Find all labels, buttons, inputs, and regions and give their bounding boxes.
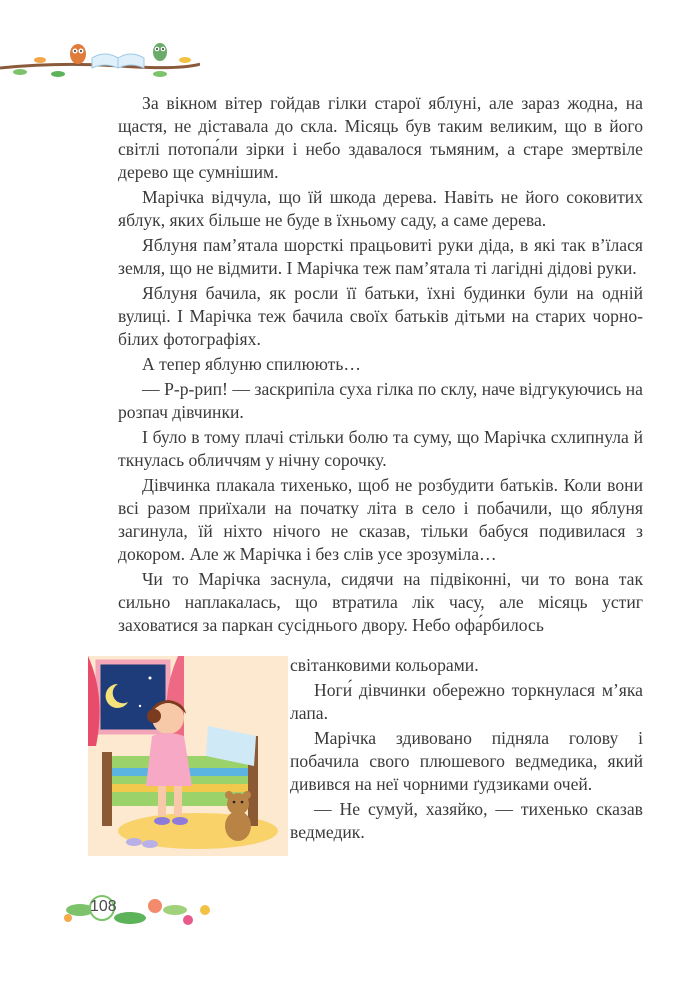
paragraph: Марічка здивовано підняла голову і побачила свого плюшевого ведмедика, який дивився на неї чорними ґудзиками очей. — [290, 728, 643, 794]
story-text-lower — [290, 654, 643, 846]
paragraph: Яблуня пам’ятала шорсткі працьовиті руки діда, в які так в’їлася земля, що не відмити. І Марічка теж пам’ятала ті лагідні дідові руки. — [118, 235, 643, 278]
owl-icon — [153, 43, 167, 61]
paragraph: світанковими кольорами. — [290, 655, 479, 675]
paragraph: А тепер яблуню спилюють… — [142, 354, 361, 374]
paragraph: За вікном вітер гойдав гілки старої яблуні, але зараз жодна, на щастя, не діставала до скла. Місяць був таким великим, що в його світлі потопа́ли зірки і небо здавалося тьмяним, а старе змертвіле дерево ще сумнішим. — [118, 93, 643, 182]
paragraph: Дівчинка плакала тихенько, щоб не розбудити батьків. Коли вони всі разом приїхали на початку літа в село і побачили, що яблуня загинула, їй ніхто нічого не сказав, тільки бабуся подивилася з докором. Але ж Марічка і без слів усе зрозуміла… — [118, 475, 643, 564]
top-branch-decoration — [0, 36, 200, 86]
owl-icon — [70, 44, 86, 64]
paragraph: Яблуня бачила, як росли її батьки, їхні будинки були на одній вулиці. І Марічка теж бачила своїх батьків дітьми на старих чорно-білих фотографіях. — [118, 283, 643, 349]
paragraph: Марічка відчула, що їй шкода дерева. Навіть не його соковитих яблук, яких більше не буде в їхньому саду, а саме дерева. — [118, 187, 643, 230]
paragraph: — Не сумуй, хазяйко, — тихенько сказав ведмедик. — [290, 799, 643, 842]
open-book-icon — [92, 54, 144, 68]
paragraph: Чи то Марічка заснула, сидячи на підвіконні, чи то вона так сильно наплакалась, що втратила лік часу, але місяць устиг заховатися за паркан сусіднього двору. Небо офа́рбилось — [118, 569, 643, 635]
bottom-floral-decoration — [60, 880, 220, 940]
story-text-upper — [118, 92, 643, 639]
paragraph: І було в тому плачі стільки болю та суму, що Марічка схлипнула й ткнулась обличчям у нічну сорочку. — [118, 427, 643, 470]
teddy-bear-icon — [225, 791, 251, 841]
paragraph: — Р-р-рип! — заскрипіла суха гілка по склу, наче відгукуючись на розпач дівчинки. — [118, 379, 643, 422]
paragraph: Ноги́ дівчинки обережно торкнулася м’яка лапа. — [290, 680, 643, 723]
girl-and-teddy-illustration — [88, 656, 288, 856]
page-number: 108 — [90, 898, 117, 915]
